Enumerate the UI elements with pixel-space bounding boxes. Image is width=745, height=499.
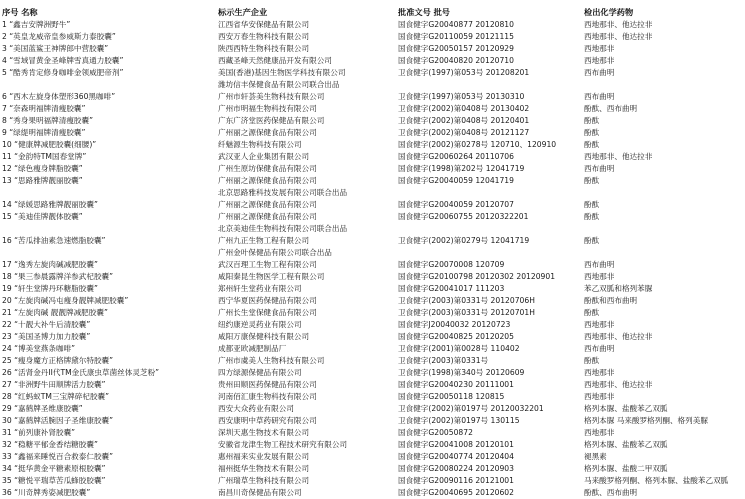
cell-drug: 西布曲明 [584,92,615,101]
cell-drug: 西布曲明 [584,164,615,173]
cell-doc: 卫食健字(2002)第0197号 130115 [398,416,520,425]
table-row [0,319,745,331]
cell-name: 6 “西木左旋身体塑形360黑咖啡” [2,92,116,101]
cell-maker: 广州丽之源保健食品有限公司 [218,176,317,185]
table-row [0,19,745,31]
cell-doc: 国食健字(2002)第0278号 120710、120910 [398,140,557,149]
cell-drug: 西地那非、他达拉非 [584,380,653,389]
cell-maker: 广州丽之源保健食品有限公司 [218,128,317,137]
cell-drug: 西地那非 [584,272,615,281]
cell-doc: 国食健字G20041017 111203 [398,284,505,293]
cell-name: 15 “美迪佳牌靓体胶囊” [2,212,83,221]
cell-drug: 酚酞 [584,212,600,221]
cell-doc: 卫食健字(1997)第053号 20130310 [398,92,525,101]
table-row [0,475,745,487]
cell-name: 18 “果三参晨露牌洋参武杞胶囊” [2,272,114,281]
cell-drug: 格列本脲、盐酸苯乙双胍 [584,404,668,413]
cell-maker: 西藏圣峰天然健康品开发有限公司 [218,56,332,65]
cell-doc: 国食健字G20040877 20120810 [398,20,514,29]
cell-name: 7 “奈森明福牌清瘦胶囊” [2,104,86,113]
cell-drug: 西布曲明 [584,260,615,269]
cell-maker: 广州九正生物工程有限公司 [218,236,310,245]
cell-maker: 成都亚欧减肥制品厂 [218,344,287,353]
cell-maker: 武汉亚人企业集团有限公司 [218,152,310,161]
table-row [0,235,745,247]
cell-doc: 国食健字G20040820 20120710 [398,56,514,65]
cell-maker: 陕西西特生物科技有限公司 [218,44,310,53]
cell-doc: 国食健字G20080224 20120903 [398,464,514,473]
cell-doc: 国食健字G20050872 [398,428,473,437]
cell-doc: 国食健字G20070008 120709 [398,260,505,269]
cell-name: 11 “金韵特TM国春堂牌” [2,152,87,161]
cell-maker: 咸阳万康保健科技有限公司 [218,332,310,341]
table-row [0,247,745,259]
cell-doc: 卫食健字(2002)第0408号 20120401 [398,116,530,125]
cell-maker: 深圳天惠生物技术有限公司 [218,428,310,437]
cell-drug: 格列本脲 马来酸罗格列酮、格列美脲 [584,416,708,425]
cell-drug: 西地那非 [584,392,615,401]
cell-name: 1 “鑫吉安牌洲野牛” [2,20,71,29]
cell-maker: 广州生原坊保健食品有限公司 [218,164,317,173]
cell-maker: 广州丽之源保健食品有限公司 [218,200,317,209]
cell-maker: 纽约康逆灵药业有限公司 [218,320,302,329]
cell-doc: 国食健字G20040230 20111001 [398,380,514,389]
cell-drug: 西地那非 [584,428,615,437]
cell-doc: 国食健字G20040695 20120602 [398,488,514,497]
table-row [0,175,745,187]
cell-doc: 卫食健字(1998)第340号 20120609 [398,368,525,377]
cell-maker: 福州挺华生物技术有限公司 [218,464,310,473]
cell-name: 28 “红蚂蚁TM三宝牌碎杞胶囊” [2,392,110,401]
cell-name: 29 “嘉鹤牌圣维康胶囊” [2,404,83,413]
cell-doc: 国食健字G20040825 20120205 [398,332,514,341]
cell-drug: 苯乙双胍和格列苯脲 [584,284,653,293]
cell-drug: 西地那非 [584,368,615,377]
cell-drug: 马来酸罗格列酮、格列本脲、盐酸苯乙双胍 [584,476,729,485]
cell-drug: 西布曲明 [584,344,615,353]
cell-name: 31 “前列康补肾胶囊” [2,428,76,437]
cell-name: 14 “绿媛思路雅牌靓丽胶囊” [2,200,98,209]
table-row [0,283,745,295]
cell-drug: 西地那非、他达拉非 [584,20,653,29]
cell-name: 17 “逸秀左旋肉碱减肥胶囊” [2,260,98,269]
cell-name: 30 “嘉鹤牌活腕因子圣维康胶囊” [2,416,114,425]
cell-doc: 卫食健字(2001)第0028号 110402 [398,344,520,353]
table-header [0,6,745,18]
cell-drug: 格列本脲、盐酸二甲双胍 [584,464,668,473]
table-row [0,139,745,151]
cell-maker: 广州市轩荟美生物科技有限公司 [218,92,325,101]
cell-maker: 郑州轩生堂药业有限公司 [218,284,302,293]
table-row [0,103,745,115]
cell-maker: 广州长生堂保健食品有限公司 [218,308,317,317]
cell-doc: 国食健字G20050157 20120929 [398,44,514,53]
cell-name: 2 “英皇龙威帝皇参威斯力泰胶囊” [2,32,116,41]
cell-maker: 南昌川奇保健品有限公司 [218,488,302,497]
table-row [0,211,745,223]
cell-name: 22 “十靓大补牛后清胶囊” [2,320,91,329]
cell-doc: 卫食健字(2002)第0197号 20120032201 [398,404,544,413]
header-name: 序号 名称 [2,7,38,17]
cell-doc: 国食健字G20110059 20121115 [398,32,514,41]
table-row [0,43,745,55]
table-row [0,463,745,475]
cell-drug: 格列本脲、盐酸苯乙双胍 [584,440,668,449]
cell-maker: 西安大众药业有限公司 [218,404,294,413]
cell-name: 16 “苦瓜排油素急速燃脂胶囊” [2,236,106,245]
cell-doc: 国食健字G20100798 20120302 20120901 [398,272,556,281]
cell-name: 3 “美国蓝鲨王神牌郎中营胶囊” [2,44,109,53]
table-row [0,163,745,175]
table-row [0,271,745,283]
cell-name: 34 “挺华黄金平糖素原根胶囊” [2,464,106,473]
cell-doc: 国食健字(1998)第202号 12041719 [398,164,525,173]
table-row [0,67,745,79]
table-row [0,91,745,103]
cell-maker: 广州丽之源保健食品有限公司 [218,212,317,221]
table-row [0,427,745,439]
table-row [0,367,745,379]
cell-maker: 四方绿源保健品有限公司 [218,368,302,377]
cell-maker: 贵州田顺医药保健品有限公司 [218,380,317,389]
cell-maker: 咸阳秦昆生物医学工程有限公司 [218,272,325,281]
cell-drug: 西地那非、他达拉非 [584,152,653,161]
header-drug: 检出化学药物 [584,7,634,17]
cell-maker: 安徽省龙津生物工程技术研究有限公司 [218,440,348,449]
cell-drug: 西地那非 [584,44,615,53]
cell-drug: 酚酞和西布曲明 [584,296,638,305]
cell-doc: 卫食健字(1997)第053号 201208201 [398,68,530,77]
cell-maker: 河南佰汇康生物科技有限公司 [218,392,317,401]
header-doc: 批准文号 批号 [398,7,450,17]
cell-drug: 酚酞 [584,308,600,317]
table-row [0,403,745,415]
cell-doc: 国食健字G20040059 20120707 [398,200,514,209]
cell-doc: 卫食健字(2003)第0331号 [398,356,489,365]
cell-drug: 酚酞 [584,116,600,125]
table-row [0,451,745,463]
header-maker: 标示生产企业 [218,7,268,17]
cell-drug: 西地那非、他达拉非 [584,32,653,41]
cell-doc: 国食健字G20060264 20110706 [398,152,514,161]
cell-maker: 广州瑞草生物科技有限公司 [218,476,310,485]
table-row [0,259,745,271]
table-row [0,295,745,307]
cell-maker: 武汉百理工生物工程有限公司 [218,260,317,269]
cell-maker: 北京思路雅科技发展有限公司联合出品 [218,188,348,197]
table-row [0,439,745,451]
cell-doc: 卫食健字(2002)第0279号 12041719 [398,236,530,245]
cell-drug: 酚酞、西布曲明 [584,488,638,497]
table-row [0,331,745,343]
cell-name: 23 “美国圣博力加力胶囊” [2,332,91,341]
cell-maker: 广州市虞美人生物科技有限公司 [218,356,325,365]
cell-name: 32 “稳糖平郁金香结糖胶囊” [2,440,98,449]
cell-name: 35 “糖悦平瑞草苦瓜蜂胶胶囊” [2,476,106,485]
cell-name: 36 “川奇牌秀姿减肥胶囊” [2,488,91,497]
cell-doc: 卫食健字(2003)第0331号 20120706H [398,296,535,305]
cell-drug: 西地那非、他达拉非 [584,332,653,341]
cell-maker: 美国(香港)基因生物医学科技有限公司 [218,68,346,77]
table-row [0,379,745,391]
cell-doc: 国食健字J20040032 20120723 [398,320,511,329]
cell-maker: 西宁华夏医药保健品有限公司 [218,296,317,305]
table-row [0,127,745,139]
cell-drug: 酚酞 [584,176,600,185]
cell-name: 20 “左旋肉碱冯屯瘦身靓牌减肥胶囊” [2,296,129,305]
cell-maker: 西安万春生物科技有限公司 [218,32,310,41]
cell-doc: 卫食健字(2002)第0408号 20130402 [398,104,530,113]
cell-name: 5 “酷秀肯定修身咖啡金领威肥帝剂” [2,68,124,77]
cell-drug: 酚酞 [584,140,600,149]
table-row [0,115,745,127]
cell-drug: 西地那非 [584,320,615,329]
cell-doc: 国食健字G20090116 20121001 [398,476,514,485]
table-row [0,391,745,403]
cell-name: 8 “秀身果明福牌清瘦胶囊” [2,116,94,125]
cell-maker: 潍坊信丰保健食品有限公司联合出品 [218,80,340,89]
cell-name: 10 “健康牌减肥胶囊(细腰)” [2,140,97,149]
cell-maker: 纤魅源生物科技有限公司 [218,140,302,149]
cell-name: 33 “鑫福来睡悦百合救泰仁胶囊” [2,452,114,461]
cell-doc: 卫食健字(2002)第0408号 20121127 [398,128,530,137]
cell-maker: 广东广济堂医药保健品有限公司 [218,116,325,125]
cell-name: 4 “雪域冒黄金圣峰牌雪真通力胶囊” [2,56,124,65]
table-row [0,199,745,211]
cell-maker: 江西省华安保健品有限公司 [218,20,310,29]
cell-maker: 广州金叶保健品有限公司联合出品 [218,248,332,257]
cell-doc: 国食健字G20060755 20120322201 [398,212,529,221]
cell-name: 26 “活肾金丹II代TM金氏康虫草菌丝体灵芝粉” [2,368,160,377]
cell-doc: 国食健字G20040059 12041719 [398,176,514,185]
cell-name: 19 “轩生堂牌丹环糖脂胶囊” [2,284,98,293]
table-row [0,79,745,91]
table-row [0,307,745,319]
cell-name: 13 “思路雅牌靓丽胶囊” [2,176,83,185]
cell-drug: 酚酞 [584,356,600,365]
cell-maker: 广州市明福生物科技有限公司 [218,104,317,113]
cell-drug: 酚酞 [584,236,600,245]
cell-name: 9 “绿缇明福牌清瘦胶囊” [2,128,86,137]
cell-name: 12 “绿色瘦身牌脂胶囊” [2,164,83,173]
cell-name: 24 “博美堂燕条咖啡” [2,344,76,353]
cell-drug: 西地那非 [584,56,615,65]
cell-name: 27 “非洲野牛田顺牌活力胶囊” [2,380,106,389]
table-row [0,31,745,43]
cell-maker: 西安康明中草药研究有限公司 [218,416,317,425]
cell-doc: 国食健字G20050118 120815 [398,392,505,401]
table-row [0,151,745,163]
cell-doc: 国食健字G20041008 20120101 [398,440,514,449]
cell-drug: 褪黑素 [584,452,607,461]
table-row [0,55,745,67]
table-row [0,355,745,367]
cell-name: 25 “瘦身魔方正格牌黛尔特胶囊” [2,356,114,365]
cell-drug: 酚酞、西布曲明 [584,104,638,113]
cell-maker: 惠州福来实业发展有限公司 [218,452,310,461]
cell-doc: 国食健字G20040774 20120404 [398,452,514,461]
table-row [0,415,745,427]
cell-drug: 酚酞 [584,128,600,137]
table-row [0,487,745,499]
cell-maker: 北京美迪佳生物科技有限公司联合出品 [218,224,348,233]
cell-doc: 卫食健字(2003)第0331号 20120701H [398,308,535,317]
cell-drug: 酚酞 [584,200,600,209]
table-row [0,343,745,355]
table-row [0,223,745,235]
cell-drug: 西布曲明 [584,68,615,77]
cell-name: 21 “左旋肉碱 靓靓牌减肥胶囊” [2,308,108,317]
table-row [0,187,745,199]
